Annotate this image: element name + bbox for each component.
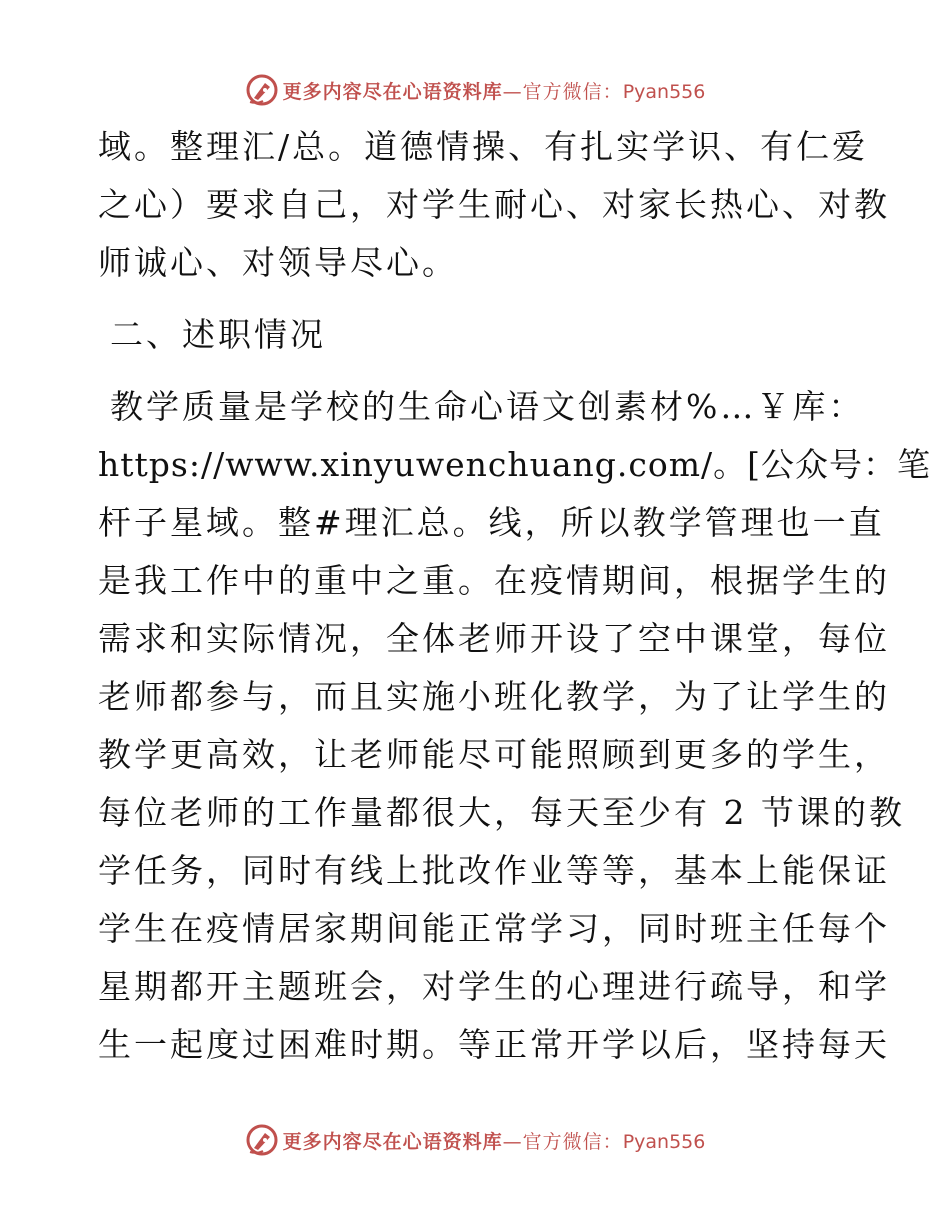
document-body (98, 118, 932, 1074)
text-line: 星期都开主题班会，对学生的心理进行疏导，和学 (98, 967, 890, 1006)
footer-wechat-id: Pyan556 (622, 1130, 706, 1153)
paragraph-1 (98, 118, 890, 292)
text-line: 老师都参与，而且实施小班化教学，为了让学生的 (98, 677, 890, 716)
text-line: 杆子星域。整#理汇总。线，所以教学管理也一直 (98, 503, 885, 542)
paragraph-2 (98, 378, 932, 1074)
header-wechat-id: Pyan556 (622, 80, 706, 103)
header-banner (0, 70, 950, 110)
footer-separator: — (502, 1130, 523, 1153)
header-separator: — (502, 80, 523, 103)
header-brand-text: 更多内容尽在心语资料库 (282, 80, 503, 103)
footer-banner-text (283, 1127, 706, 1154)
pen-nib-logo-icon (245, 1123, 279, 1157)
section-heading: 二、述职情况 (110, 315, 326, 354)
header-banner-text (283, 77, 706, 104)
text-line: 学生在疫情居家期间能正常学习，同时班主任每个 (98, 909, 890, 948)
text-line: 生一起度过困难时期。等正常开学以后，坚持每天 (98, 1025, 890, 1064)
footer-wechat-label: 官方微信： (522, 1130, 623, 1153)
text-line: 域。整理汇/总。道德情操、有扎实学识、有仁爱 (98, 127, 869, 166)
text-line: 之心）要求自己，对学生耐心、对家长热心、对教 (98, 185, 890, 224)
text-line: 需求和实际情况，全体老师开设了空中课堂，每位 (98, 619, 890, 658)
text-line: 教学更高效，让老师能尽可能照顾到更多的学生， (98, 735, 890, 774)
footer-brand-text: 更多内容尽在心语资料库 (282, 1130, 503, 1153)
text-line: 师诚心、对领导尽心。 (98, 243, 458, 282)
text-line: 学任务，同时有线上批改作业等等，基本上能保证 (98, 851, 890, 890)
text-line: 教学质量是学校的生命心语文创素材%…￥库： (110, 387, 865, 426)
text-line: 每位老师的工作量都很大，每天至少有 2 节课的教 (98, 793, 905, 832)
footer-banner (0, 1120, 950, 1160)
text-line: 是我工作中的重中之重。在疫情期间，根据学生的 (98, 561, 890, 600)
header-wechat-label: 官方微信： (522, 80, 623, 103)
pen-nib-logo-icon (245, 73, 279, 107)
text-line: https://www.xinyuwenchuang.com/。[公众号：笔 (98, 445, 932, 484)
